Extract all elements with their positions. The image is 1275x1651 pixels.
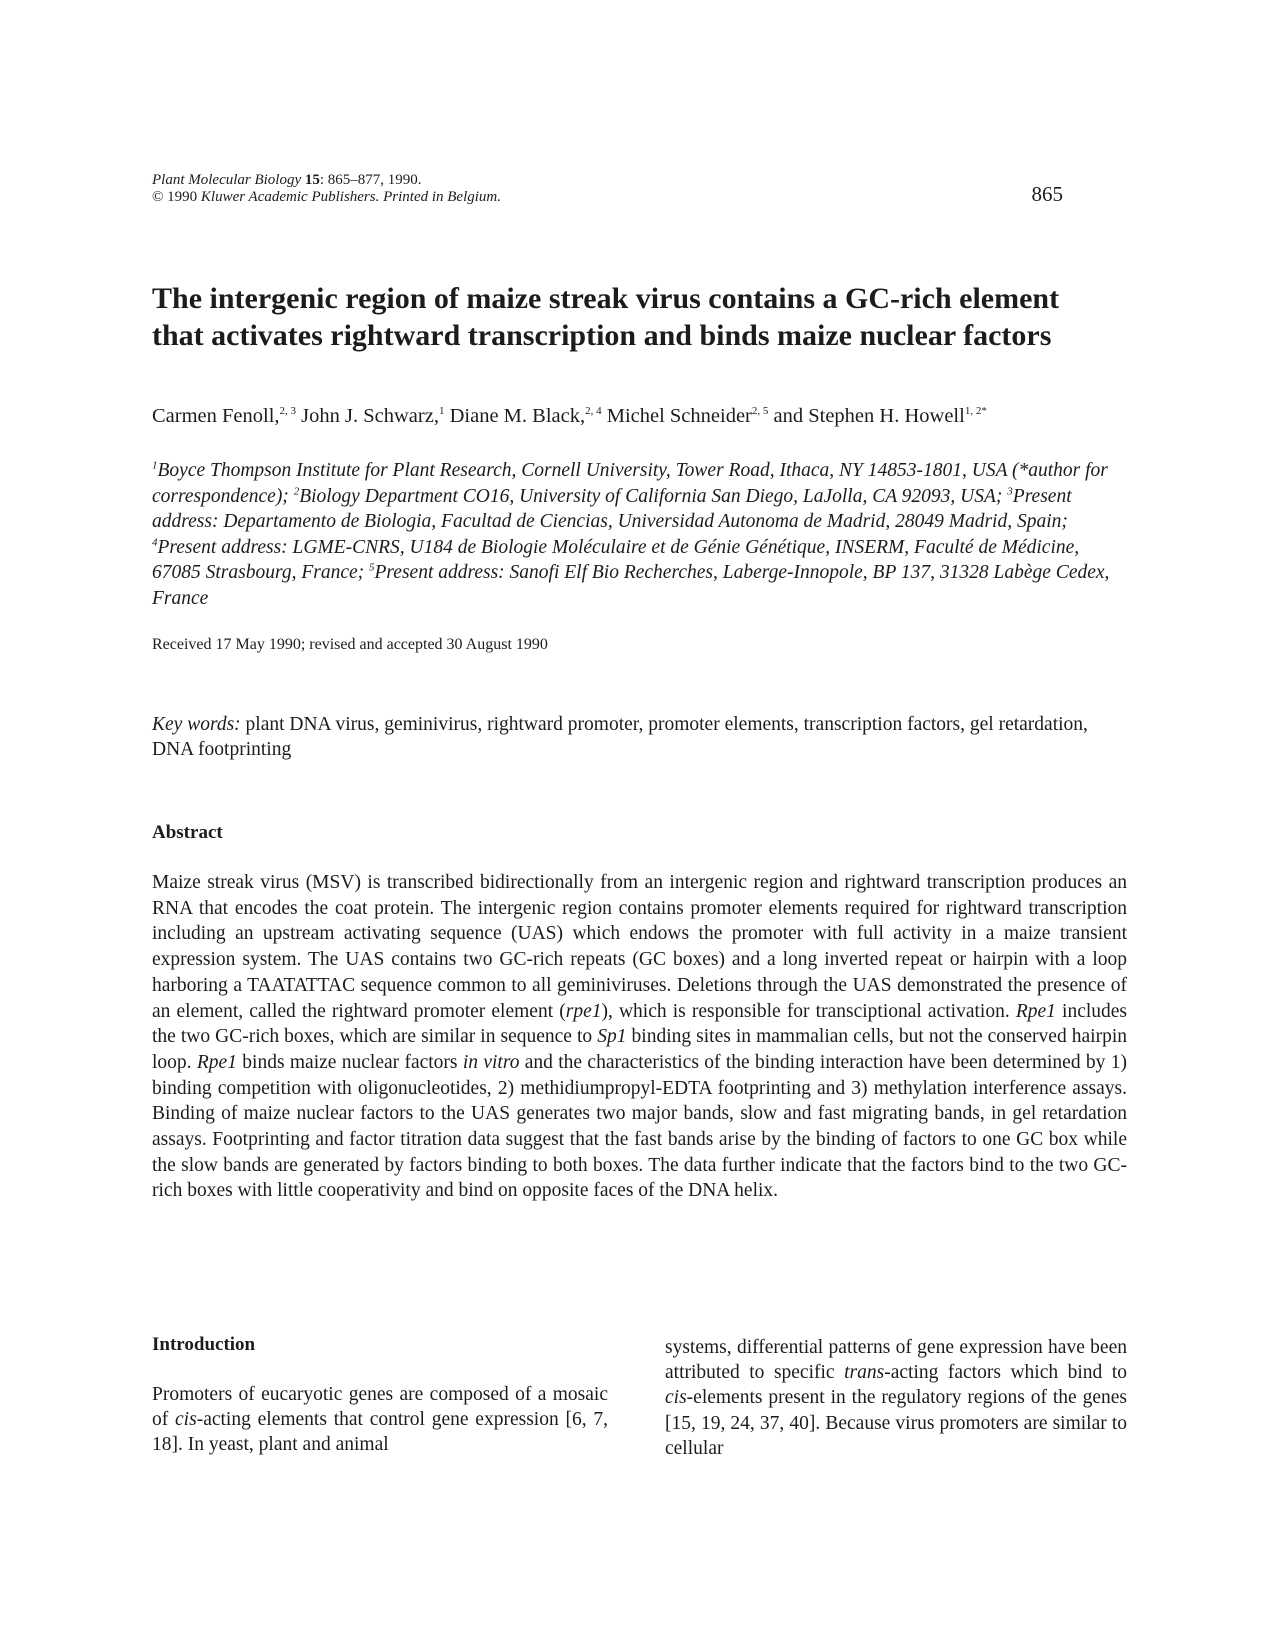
affil-sup: 5: [369, 561, 375, 574]
publisher: Kluwer Academic Publishers. Printed in Belgium.: [200, 189, 502, 205]
latin-term: in vitro: [462, 1051, 520, 1073]
received-date: Received 17 May 1990; revised and accepted 30 August 1990: [152, 636, 548, 653]
author-sup: 2, 5: [751, 405, 769, 418]
affiliation: Present address: LGME-CNRS, U184 de Biologie Moléculaire et de Génie Génétique, INSERM, Faculté de Médicine, 67085 Strasbourg, France;: [152, 536, 1080, 584]
keywords-text: plant DNA virus, geminivirus, rightward promoter, promoter elements, transcription factors, gel retardation, DNA footprinting: [152, 714, 1088, 760]
author-sup: 2, 3: [279, 405, 297, 418]
intro-text: systems, differential patterns of gene expression have been attributed to specific: [665, 1337, 1127, 1384]
abstract-text: includes the two GC-rich boxes, which are similar in sequence to: [152, 1000, 1128, 1048]
author-sup: 2, 4: [585, 405, 602, 418]
title-line-1: The intergenic region of maize streak virus contains a GC-rich element: [152, 282, 1060, 315]
italic-term: cis: [175, 1409, 197, 1430]
intro-text: -elements present in the regulatory regions of the genes [15, 19, 24, 37, 40]. Because virus promoters are similar to cellular: [665, 1387, 1127, 1459]
author-name: John J. Schwarz,: [296, 405, 439, 427]
intro-text: -acting elements that control gene expression [6, 7, 18]. In yeast, plant and animal: [152, 1409, 609, 1455]
gene-name: Rpe1: [196, 1051, 237, 1073]
author-name: and Stephen H. Howell: [768, 405, 965, 427]
affiliations: [152, 458, 1127, 612]
intro-text: Promoters of eucaryotic genes are composed of a mosaic of: [152, 1384, 608, 1430]
introduction-right-column: [665, 1335, 1127, 1461]
keywords-label: Key words:: [152, 714, 241, 735]
affiliation: Biology Department CO16, University of California San Diego, LaJolla, CA 92093, USA;: [299, 485, 1003, 507]
journal-header: [152, 172, 501, 206]
affiliation: Boyce Thompson Institute for Plant Research, Cornell University, Tower Road, Ithaca, NY 14853-1801, USA (*author for correspondence);: [152, 460, 1108, 507]
abstract-heading: Abstract: [152, 822, 223, 843]
affiliation: Present address: Departamento de Biologia, Facultad de Ciencias, Universidad Autonoma de Madrid, 28049 Madrid, Spain;: [152, 485, 1072, 533]
abstract-body: [152, 870, 1127, 1204]
author-name: Michel Schneider: [601, 405, 752, 427]
intro-text: -acting factors which bind to: [884, 1362, 1128, 1384]
page-number: 865: [1031, 182, 1063, 206]
affil-sup: 1: [152, 459, 158, 472]
gene-name: Rpe1: [1015, 1000, 1056, 1022]
keywords: [152, 712, 1127, 762]
gene-name: Sp1: [597, 1026, 627, 1048]
copyright-line: [152, 189, 501, 206]
author-sup: 1: [438, 405, 445, 418]
affil-sup: 2: [293, 485, 300, 498]
gene-name: rpe1: [565, 1000, 602, 1022]
italic-term: cis: [665, 1387, 687, 1409]
abstract-text: and the characteristics of the binding interaction have been determined by 1) binding competition with oligonucleotides, 2) methidiumpropyl-EDTA footprinting and 3) methylation interference assays. Binding of maize nuclear factors to the UAS generates two major bands, slow and fast migrating bands, in gel retardation assays. Footprinting and factor titration data suggest that the fast bands arise by the binding of factors to one GC box while the slow bands are generated by factors binding to both boxes. The data further indicate that the factors bind to the two GC-rich boxes with little cooperativity and bind on opposite faces of the DNA helix.: [152, 1051, 1127, 1202]
author-list: [152, 404, 1072, 429]
affiliation: Present address: Sanofi Elf Bio Recherches, Laberge-Innopole, BP 137, 31328 Labège Cedex, France: [152, 562, 1110, 609]
author-name: Carmen Fenoll,: [152, 405, 280, 427]
pages-year: : 865–877, 1990.: [319, 172, 422, 188]
journal-name: Plant Molecular Biology: [152, 172, 302, 188]
citation-line: [152, 172, 501, 189]
affil-sup: 4: [152, 536, 158, 549]
abstract-text: ), which is responsible for transciptional activation.: [601, 1000, 1016, 1022]
copyright: © 1990: [152, 189, 201, 205]
italic-term: trans: [844, 1362, 885, 1384]
introduction-left-column: [152, 1382, 608, 1457]
affil-sup: 3: [1007, 485, 1013, 498]
volume: 15: [304, 172, 320, 188]
abstract-text: binds maize nuclear factors: [236, 1051, 463, 1073]
abstract-text: binding sites in mammalian cells, but not the conserved hairpin loop.: [152, 1026, 1127, 1073]
author-name: Diane M. Black,: [444, 405, 586, 427]
title-line-2: that activates rightward transcription and binds maize nuclear factors: [152, 319, 1052, 352]
abstract-text: Maize streak virus (MSV) is transcribed bidirectionally from an intergenic region and rightward transcription produces an RNA that encodes the coat protein. The intergenic region contains promoter elements required for rightward transcription including an upstream activating sequence (UAS) which endows the promoter with full activity in a maize transient expression system. The UAS contains two GC-rich repeats (GC boxes) and a long inverted repeat or hairpin with a loop harboring a TAATATTAC sequence common to all geminiviruses. Deletions through the UAS demonstrated the presence of an element, called the rightward promoter element (: [152, 872, 1127, 1022]
author-sup: 1, 2*: [964, 405, 987, 418]
introduction-heading: Introduction: [152, 1334, 256, 1355]
paper-title: [152, 280, 1132, 354]
